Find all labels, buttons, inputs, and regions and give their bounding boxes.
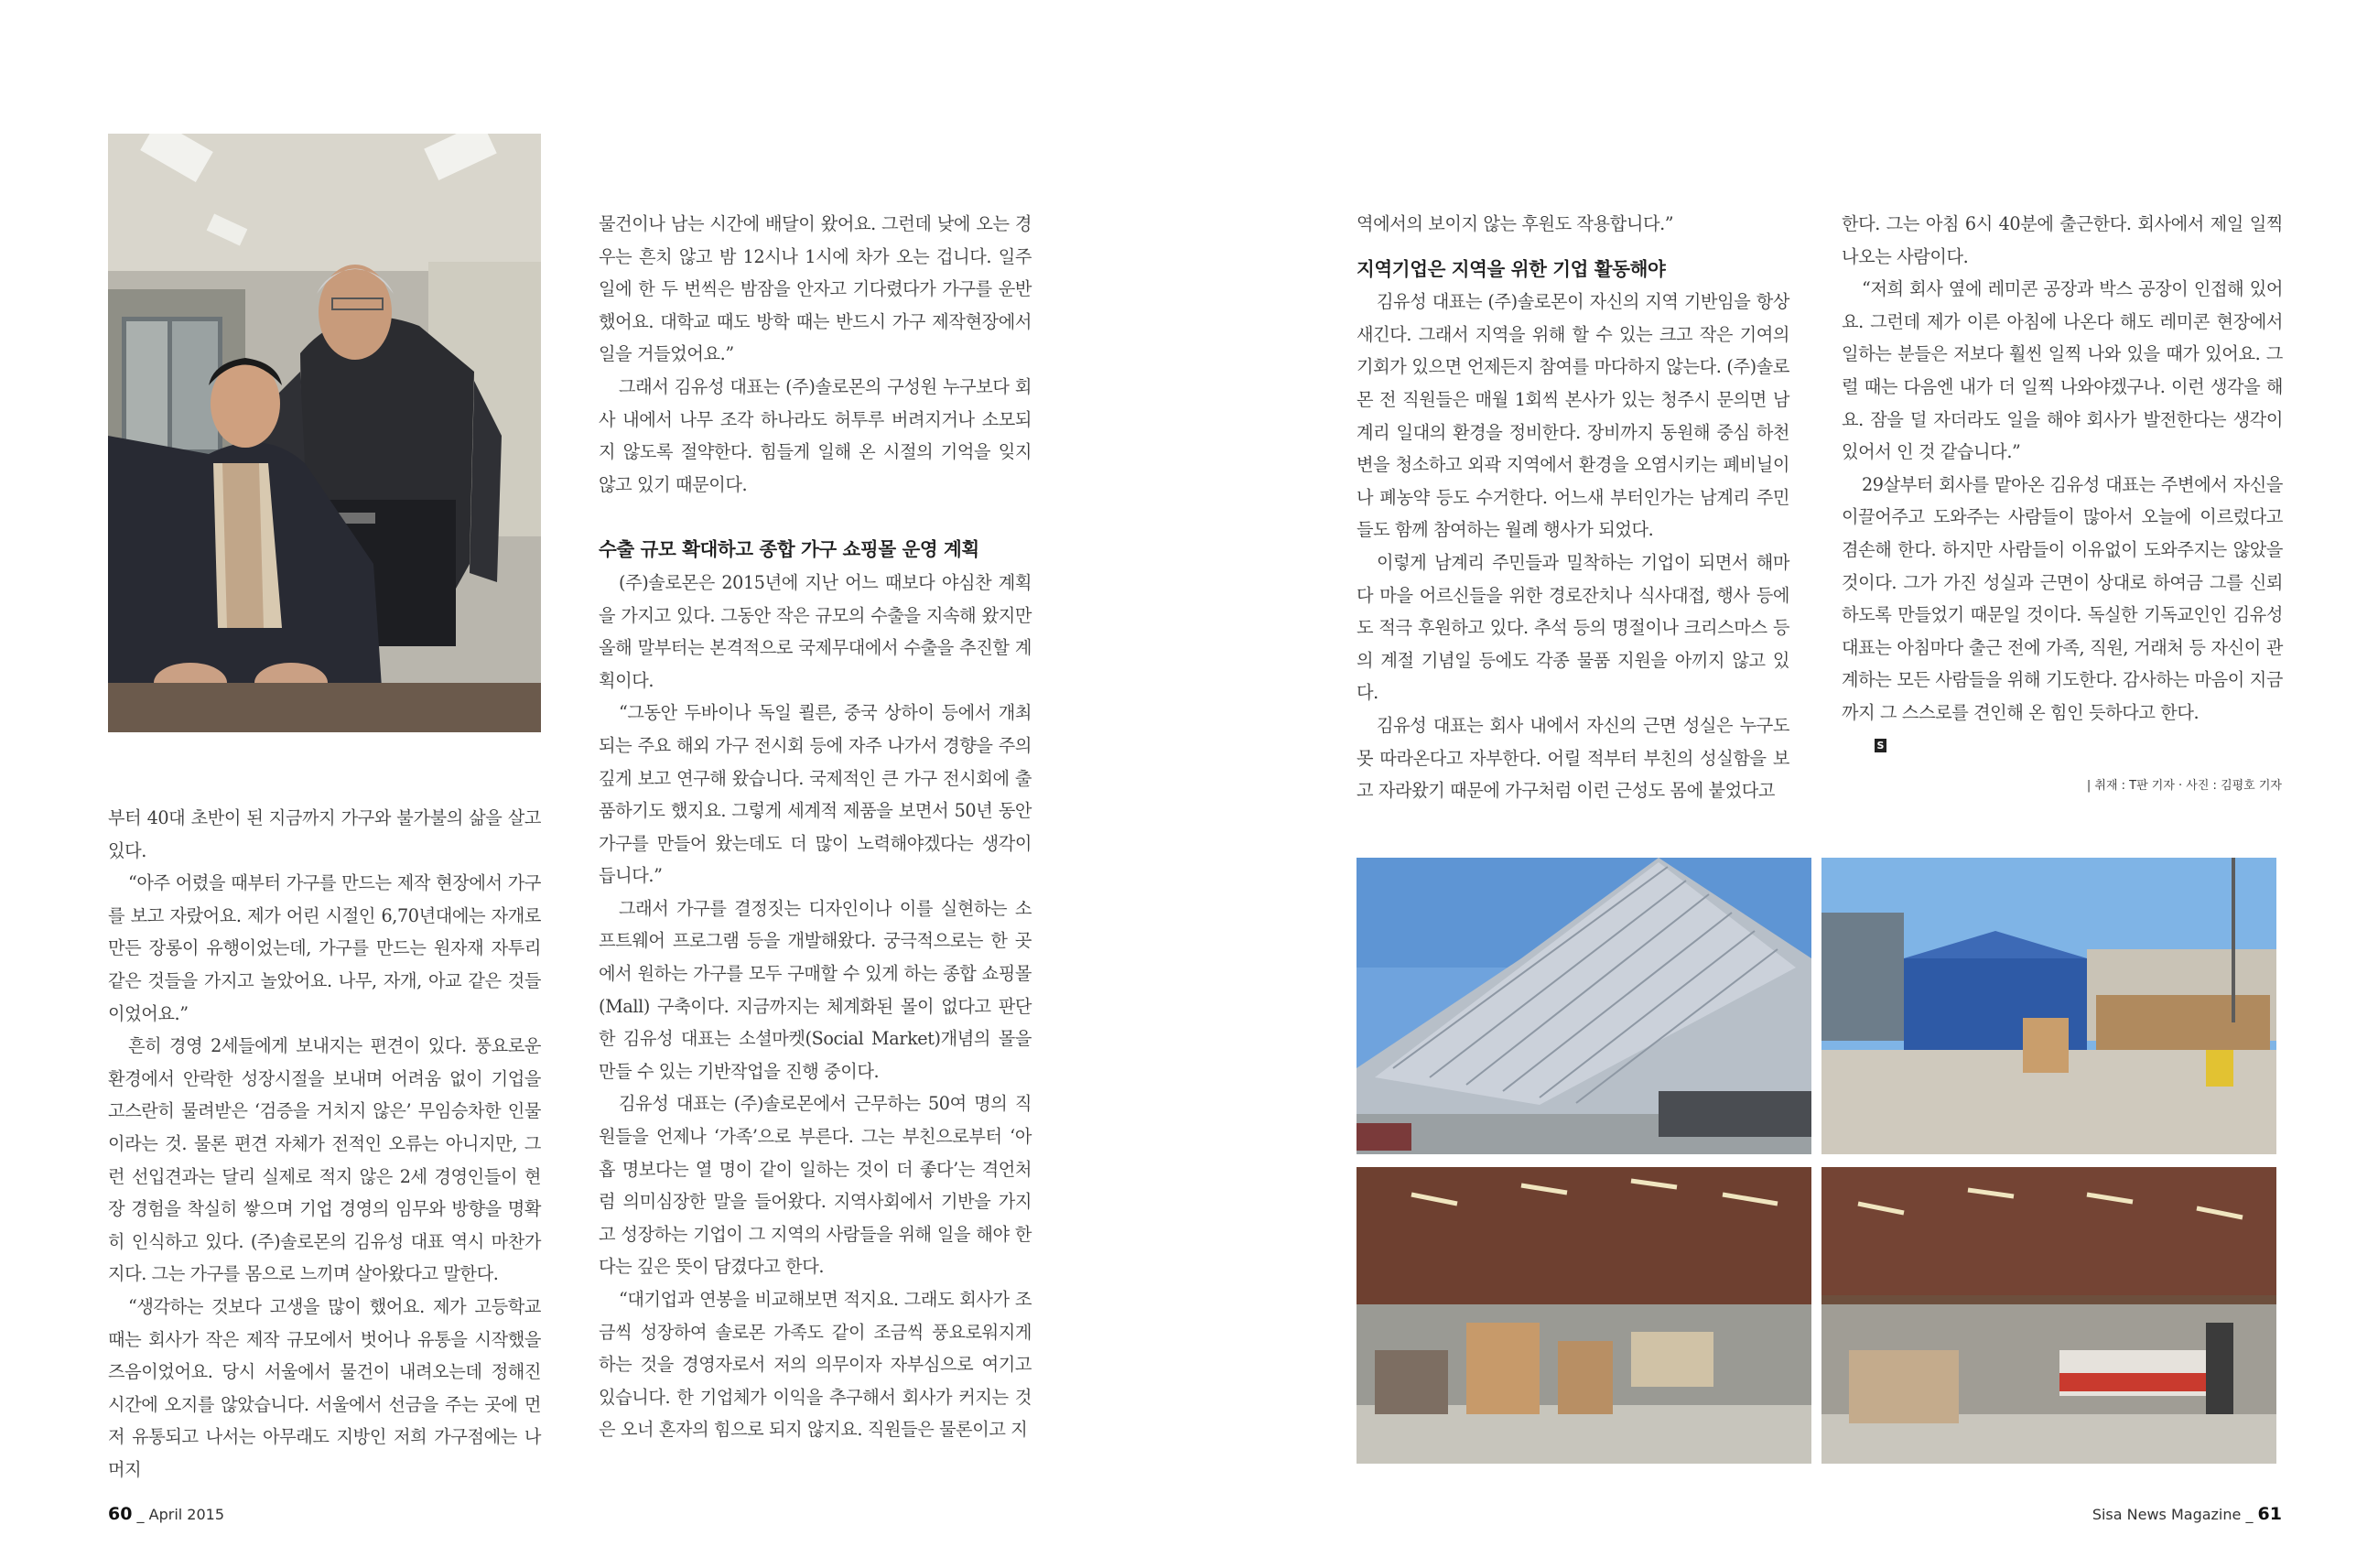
page-number: 60 — [108, 1504, 133, 1524]
paragraph: “생각하는 것보다 고생을 많이 했어요. 제가 고등학교 때는 회사가 작은 제작 규모에서 벗어나 유통을 시작했을 즈음이었어요. 당시 서울에서 물건이 내려오는데 정해진 시간에 오지를 않았습니다. 서울에서 선금을 주는 곳에 먼저 유통되고 나서는 아무래도 지방인 저희 가구점에는 나머지 — [108, 1295, 541, 1480]
paragraph: 물건이나 남는 시간에 배달이 왔어요. 그런데 낮에 오는 경우는 흔치 않고 밤 12시나 1시에 차가 오는 겁니다. 일주일에 한 두 번씩은 밤잠을 안자고 기다렸다가 가구를 운반했어요. 대학교 때도 방학 때는 반드시 가구 제작현장에서 일을 거들었어요.” — [599, 213, 1032, 365]
body-text-column-4 — [1842, 208, 2283, 730]
body-text-column-1 — [108, 802, 541, 1486]
paragraph: 흔히 경영 2세들에게 보내지는 편견이 있다. 풍요로운 환경에서 안락한 성장시절을 보내며 어려움 없이 기업을 고스란히 물려받은 ‘검증을 거치지 않은’ 무임승차한 인물이라는 것. 물론 편견 자체가 전적인 오류는 아니지만, 그런 선입견과는 달리 실제로 적지 않은 2세 경영인들이 현장 경험을 착실히 쌓으며 기업 경영의 임무와 방향을 명확히 인식하고 있다. (주)솔로몬의 김유성 대표 역시 마찬가지다. 그는 가구를 몸으로 느끼며 살아왔다고 말한다. — [108, 1035, 541, 1285]
paragraph: 김유성 대표는 (주)솔로몬에서 근무하는 50여 명의 직원들을 언제나 ‘가족’으로 부른다. 그는 부친으로부터 ‘아홉 명보다는 열 명이 같이 일하는 것이 더 좋다’는 격언처럼 의미심장한 말을 들어왔다. 지역사회에서 기반을 가지고 성장하는 기업이 그 지역의 사람들을 위해 일을 해야 한다는 깊은 뜻이 담겼다고 한다. — [599, 1093, 1032, 1278]
section-heading: 수출 규모 확대하고 종합 가구 쇼핑몰 운영 계획 — [599, 538, 979, 561]
byline: | 취재 : T판 기자 · 사진 : 김평호 기자 — [2086, 779, 2282, 793]
paragraph: 29살부터 회사를 맡아온 김유성 대표는 주변에서 자신을 이끌어주고 도와주는 사람들이 많아서 오늘에 이르렀다고 겸손해 한다. 하지만 사람들이 이유없이 도와주지는 않았을 것이다. 그가 가진 성실과 근면이 상대로 하여금 그를 신뢰하도록 만들었기 때문일 것이다. 독실한 기독교인인 김유성 대표는 아침마다 출근 전에 가족, 직원, 거래처 등 자신이 관계하는 모든 사람들을 위해 기도한다. 감사하는 마음이 지금까지 그 스스로를 견인해 온 힘인 듯하다고 한다. — [1842, 473, 2283, 723]
end-mark-icon: S — [1875, 739, 1886, 752]
paragraph: “대기업과 연봉을 비교해보면 적지요. 그래도 회사가 조금씩 성장하여 솔로몬 가족도 같이 조금씩 풍요로워지게 하는 것을 경영자로서 저의 의무이자 자부심으로 여기고 있습니다. 한 기업체가 이익을 추구해서 회사가 커지는 것은 오너 혼자의 힘으로 되지 않지요. 직원들은 물론이고 지 — [599, 1289, 1032, 1441]
body-text-column-3 — [1357, 208, 1789, 807]
paragraph: 부터 40대 초반이 된 지금까지 가구와 불가불의 삶을 살고 있다. — [108, 807, 541, 861]
paragraph: “저희 회사 옆에 레미콘 공장과 박스 공장이 인접해 있어요. 그런데 제가 이른 아침에 나온다 해도 레미콘 현장에서 일하는 분들은 저보다 훨씬 일찍 나와 있을 때가 있어요. 그럴 때는 다음엔 내가 더 일찍 나와야겠구나. 이런 생각을 해요. 잠을 덜 자더라도 일을 해야 회사가 발전한다는 생각이 있어서 인 것 같습니다.” — [1842, 278, 2283, 463]
page-number: 61 — [2257, 1504, 2282, 1524]
issue-date: _ April 2015 — [136, 1506, 225, 1523]
page-number-right — [2092, 1504, 2282, 1524]
body-text-column-2 — [599, 208, 1032, 1446]
photo-factory-interior-1 — [1357, 1167, 1811, 1464]
paragraph: 그래서 김유성 대표는 (주)솔로몬의 구성원 누구보다 회사 내에서 나무 조각 하나라도 허투루 버려지거나 소모되지 않도록 절약한다. 힘들게 일해 온 시절의 기억을 잊지 않고 있기 때문이다. — [599, 375, 1032, 495]
paragraph: 이렇게 남계리 주민들과 밀착하는 기업이 되면서 해마다 마을 어르신들을 위한 경로잔치나 식사대접, 행사 등에도 적극 후원하고 있다. 추석 등의 명절이나 크리스마스 등의 계절 기념일 등에도 각종 물품 지원을 아끼지 않고 있다. — [1357, 551, 1789, 704]
paragraph: (주)솔로몬은 2015년에 지난 어느 때보다 야심찬 계획을 가지고 있다. 그동안 작은 규모의 수출을 지속해 왔지만 올해 말부터는 본격적으로 국제무대에서 수출을 추진할 계획이다. — [599, 571, 1032, 691]
paragraph: 한다. 그는 아침 6시 40분에 출근한다. 회사에서 제일 일찍 나오는 사람이다. — [1842, 213, 2283, 267]
magazine-name: Sisa News Magazine _ — [2092, 1506, 2254, 1523]
photo-factory-yard — [1821, 858, 2276, 1154]
paragraph: “그동안 두바이나 독일 쾰른, 중국 상하이 등에서 개최되는 주요 해외 가구 전시회 등에 자주 나가서 경향을 주의깊게 보고 연구해 왔습니다. 국제적인 큰 가구 전시회에 출품하기도 했지요. 그렇게 세계적 제품을 보면서 50년 동안 가구를 만들어 왔는데도 더 많이 노력해야겠다는 생각이 듭니다.” — [599, 702, 1032, 887]
paragraph: 김유성 대표는 회사 내에서 자신의 근면 성실은 누구도 못 따라온다고 자부한다. 어릴 적부터 부친의 성실함을 보고 자라왔기 때문에 가구처럼 이런 근성도 몸에 붙었다고 — [1357, 714, 1789, 802]
photo-factory-interior-2 — [1821, 1167, 2276, 1464]
section-heading: 지역기업은 지역을 위한 기업 활동해야 — [1357, 257, 1666, 280]
paragraph: “아주 어렸을 때부터 가구를 만드는 제작 현장에서 가구를 보고 자랐어요. 제가 어린 시절인 6,70년대에는 자개로 만든 장롱이 유행이었는데, 가구를 만드는 원자재 자투리 같은 것들을 가지고 놀았어요. 나무, 자개, 아교 같은 것들이었어요.” — [108, 872, 541, 1024]
paragraph: 김유성 대표는 (주)솔로몬이 자신의 지역 기반임을 항상 새긴다. 그래서 지역을 위해 할 수 있는 크고 작은 기여의 기회가 있으면 언제든지 참여를 마다하지 않는다. (주)솔로몬 전 직원들은 매월 1회씩 본사가 있는 청주시 문의면 남계리 일대의 환경을 정비한다. 장비까지 동원해 중심 하천변을 청소하고 외곽 지역에서 환경을 오염시키는 폐비닐이나 폐농약 등도 수거한다. 어느새 부터인가는 남계리 주민들도 함께 참여하는 월례 행사가 되었다. — [1357, 291, 1789, 541]
paragraph: 역에서의 보이지 않는 후원도 작용합니다.” — [1357, 213, 1674, 234]
page-number-left — [108, 1504, 224, 1524]
photo-solar-roof — [1357, 858, 1811, 1154]
portrait-photo — [108, 134, 541, 732]
paragraph: 그래서 가구를 결정짓는 디자인이나 이를 실현하는 소프트웨어 프로그램 등을 개발해왔다. 궁극적으로는 한 곳에서 원하는 가구를 모두 구매할 수 있게 하는 종합 쇼핑몰(Mall) 구축이다. 지금까지는 체계화된 몰이 없다고 판단한 김유성 대표는 소셜마켓(Social Market)개념의 몰을 만들 수 있는 기반작업을 진행 중이다. — [599, 897, 1032, 1082]
